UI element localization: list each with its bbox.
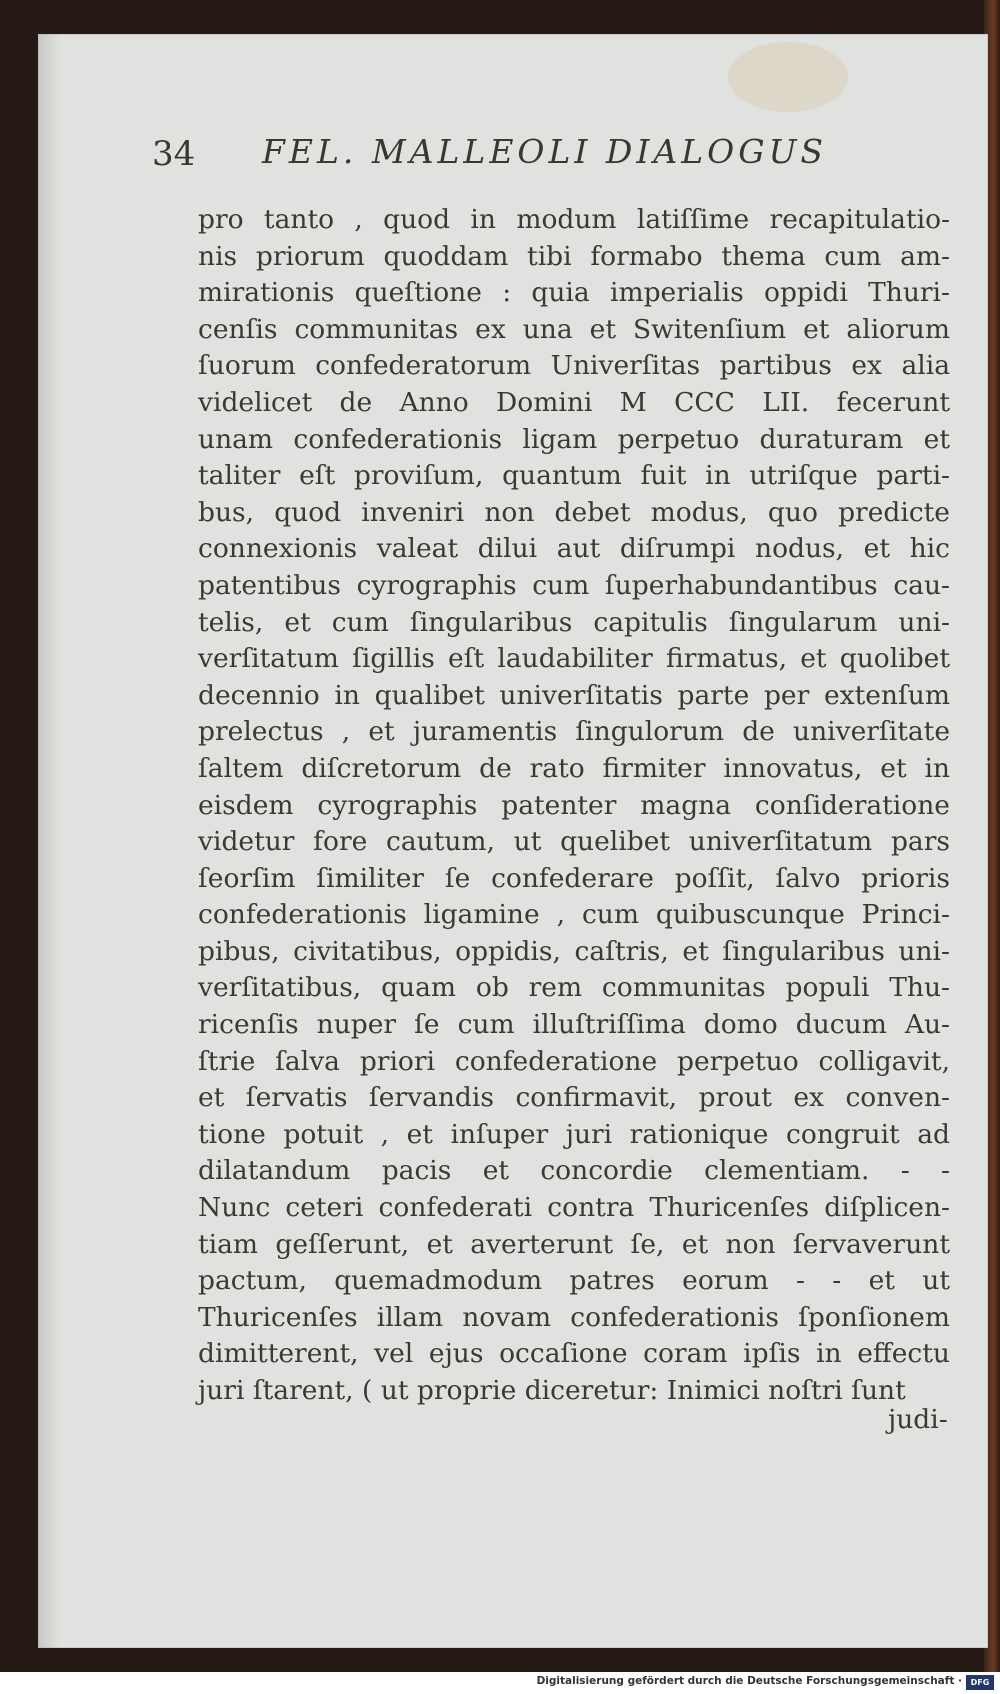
- text-line: Thuricenſes illam novam confederationis ſponſionem: [198, 1301, 950, 1333]
- digitization-credit: Digitalisierung gefördert durch die Deutsche Forschungsgemeinschaft ·: [536, 1675, 962, 1687]
- text-line: verſitatum ſigillis eſt laudabiliter firmatus, et quolibet: [198, 643, 950, 675]
- text-line: et ſervatis ſervandis confirmavit, prout ex conven-: [198, 1082, 950, 1114]
- body-text: [198, 202, 950, 1410]
- text-line: decennio in qualibet univerſitatis parte per extenſum: [198, 679, 950, 711]
- text-line: verſitatibus, quam ob rem communitas populi Thu-: [198, 972, 950, 1004]
- running-title: FEL. MALLEOLI DIALOGUS: [262, 132, 827, 171]
- text-line: ricenſis nuper ſe cum illuſtriſſima domo ducum Au-: [198, 1009, 950, 1041]
- text-line: pibus, civitatibus, oppidis, caſtris, et ſingularibus uni-: [198, 935, 950, 967]
- text-line: confederationis ligamine , cum quibuscunque Princi-: [198, 899, 950, 931]
- text-line: pactum, quemadmodum patres eorum - - et ut: [198, 1265, 950, 1297]
- text-line: ſtrie ſalva priori confederatione perpetuo colligavit,: [198, 1045, 950, 1077]
- page-header: [152, 130, 952, 176]
- text-line: videtur fore cautum, ut quelibet univerſitatum pars: [198, 826, 950, 858]
- text-line: taliter eſt proviſum, quantum fuit in utriſque parti-: [198, 460, 950, 492]
- text-line: connexionis valeat dilui aut diſrumpi nodus, et hic: [198, 533, 950, 565]
- text-line: ſaltem diſcretorum de rato firmiter innovatus, et in: [198, 752, 950, 784]
- text-line: eisdem cyrographis patenter magna conſideratione: [198, 789, 950, 821]
- text-line: ſeorſim ſimiliter ſe confederare poſſit, ſalvo prioris: [198, 862, 950, 894]
- footer-strip: [0, 1672, 1000, 1694]
- text-line: prelectus , et juramentis ſingulorum de univerſitate: [198, 716, 950, 748]
- text-line: telis, et cum ſingularibus capitulis ſingularum uni-: [198, 606, 950, 638]
- text-line: nis priorum quoddam tibi formabo thema cum am-: [198, 240, 950, 272]
- text-line: mirationis queſtione : quia imperialis oppidi Thuri-: [198, 277, 950, 309]
- text-line: dilatandum pacis et concordie clementiam. - -: [198, 1155, 950, 1187]
- text-line: pro tanto , quod in modum latiſſime recapitulatio-: [198, 204, 950, 235]
- catchword: judi-: [888, 1404, 948, 1435]
- text-line: tione potuit , et inſuper juri rationique congruit ad: [198, 1118, 950, 1150]
- text-line: ſuorum confederatorum Univerſitas partibus ex alia: [198, 350, 950, 382]
- text-line: bus, quod inveniri non debet modus, quo predicte: [198, 496, 950, 528]
- page-number: 34: [152, 134, 196, 174]
- text-line: videlicet de Anno Domini M CCC LII. fecerunt: [198, 386, 950, 418]
- text-line: Nunc ceteri confederati contra Thuricenſes diſplicen-: [198, 1192, 950, 1224]
- text-line: patentibus cyrographis cum ſuperhabundantibus cau-: [198, 569, 950, 601]
- text-line: dimitterent, vel ejus occaſione coram ipſis in effectu: [198, 1338, 950, 1370]
- text-line: unam confederationis ligam perpetuo duraturam et: [198, 423, 950, 455]
- text-line: cenſis communitas ex una et Switenſium et aliorum: [198, 313, 950, 345]
- text-line: juri ſtarent, ( ut proprie diceretur: Inimici noſtri ſunt: [198, 1375, 906, 1406]
- dfg-logo-icon: DFG: [966, 1675, 994, 1690]
- text-line: tiam geſſerunt, et averterunt ſe, et non ſervaverunt: [198, 1228, 950, 1260]
